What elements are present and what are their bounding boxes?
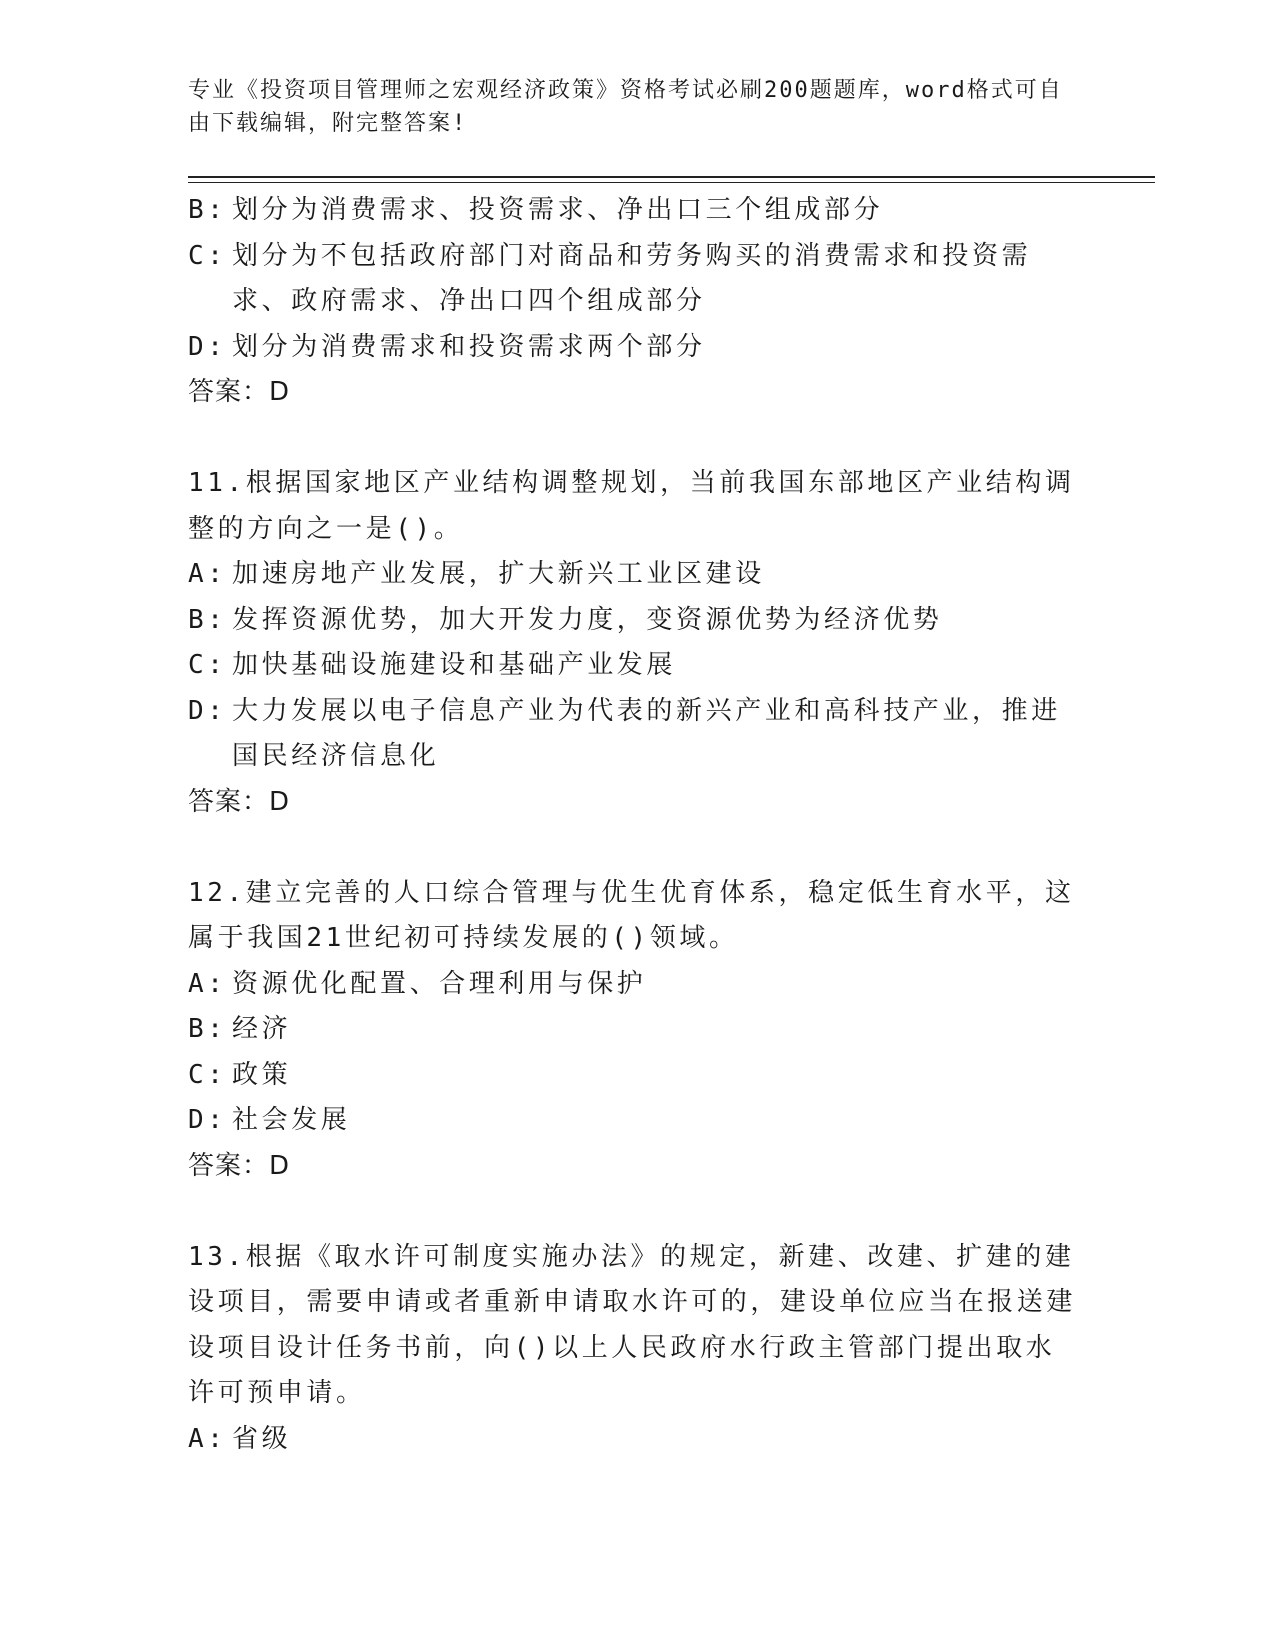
option-text: 发挥资源优势，加大开发力度，变资源优势为经济优势 bbox=[232, 604, 943, 635]
question-stem: 13.根据《取水许可制度实施办法》的规定，新建、改建、扩建的建设项目，需要申请或者重新申请取水许可的，建设单位应当在报送建设项目设计任务书前，向()以上人民政府水行政主管部门提出取水许可预申请。 bbox=[188, 1241, 1077, 1408]
option-letter: D: bbox=[188, 331, 227, 362]
question-stem: 11.根据国家地区产业结构调整规划，当前我国东部地区产业结构调整的方向之一是()。 bbox=[188, 468, 1075, 544]
question-stem: 12.建立完善的人口综合管理与优生优育体系，稳定低生育水平，这属于我国21世纪初可持续发展的()领域。 bbox=[188, 877, 1075, 953]
option-letter: A: bbox=[188, 968, 227, 999]
option-c bbox=[188, 234, 1078, 325]
question-12 bbox=[188, 871, 1078, 1190]
option-letter: A: bbox=[188, 559, 227, 589]
option-text: 划分为消费需求、投资需求、净出口三个组成部分 bbox=[232, 195, 884, 225]
question-11 bbox=[188, 461, 1078, 825]
answer-line: 答案：D bbox=[188, 786, 291, 817]
answer-line: 答案：D bbox=[188, 377, 291, 407]
option-text: 经济 bbox=[232, 1014, 292, 1044]
option-letter: B: bbox=[188, 1014, 227, 1044]
option-text: 政策 bbox=[232, 1059, 292, 1090]
option-text: 加速房地产业发展，扩大新兴工业区建设 bbox=[232, 559, 765, 589]
option-d bbox=[188, 325, 1078, 371]
option-c bbox=[188, 643, 1078, 689]
option-b bbox=[188, 188, 1078, 234]
option-letter: D: bbox=[188, 1105, 227, 1135]
option-letter: A: bbox=[188, 1423, 227, 1454]
option-text: 资源优化配置、合理利用与保护 bbox=[232, 968, 647, 999]
option-text: 加快基础设施建设和基础产业发展 bbox=[232, 650, 677, 680]
option-text: 省级 bbox=[232, 1423, 292, 1454]
header-rule-thin bbox=[188, 182, 1155, 183]
option-letter: C: bbox=[188, 240, 227, 271]
question-content bbox=[188, 188, 1078, 1462]
option-letter: D: bbox=[188, 695, 227, 726]
answer-line: 答案：D bbox=[188, 1150, 291, 1181]
option-text: 大力发展以电子信息产业为代表的新兴产业和高科技产业，推进国民经济信息化 bbox=[232, 695, 1061, 771]
option-letter: B: bbox=[188, 195, 227, 225]
question-13 bbox=[188, 1235, 1078, 1463]
option-text: 社会发展 bbox=[232, 1105, 351, 1135]
option-letter: B: bbox=[188, 604, 227, 635]
option-b bbox=[188, 598, 1078, 644]
document-header: 专业《投资项目管理师之宏观经济政策》资格考试必刷200题题库，word格式可自由下载编辑，附完整答案! bbox=[188, 78, 1063, 136]
option-d bbox=[188, 1098, 1078, 1144]
option-a bbox=[188, 962, 1078, 1008]
option-letter: C: bbox=[188, 1059, 227, 1090]
continued-question bbox=[188, 188, 1078, 416]
option-c bbox=[188, 1053, 1078, 1099]
option-d bbox=[188, 689, 1078, 780]
option-b bbox=[188, 1007, 1078, 1053]
header-rule-thick bbox=[188, 176, 1155, 178]
option-text: 划分为不包括政府部门对商品和劳务购买的消费需求和投资需求、政府需求、净出口四个组成部分 bbox=[232, 240, 1032, 316]
option-a bbox=[188, 552, 1078, 598]
option-text: 划分为消费需求和投资需求两个部分 bbox=[232, 331, 706, 362]
option-letter: C: bbox=[188, 650, 227, 680]
option-a bbox=[188, 1417, 1078, 1463]
